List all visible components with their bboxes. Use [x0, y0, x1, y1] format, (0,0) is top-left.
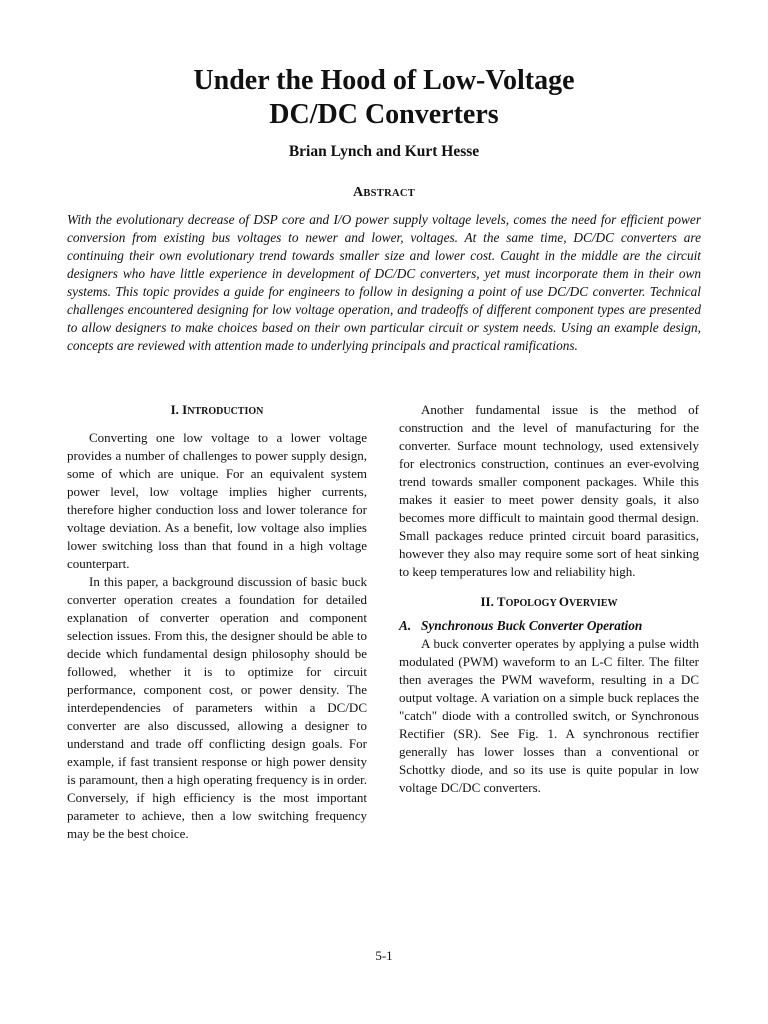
- paragraph: Converting one low voltage to a lower voltage provides a number of challenges to power supply design, some of which are unique. For an equivalent system power level, low voltage implies higher currents, therefore higher conduction loss and lower tolerance for voltage deviation. As a benefit, low voltage also implies lower switching loss than that found in a high voltage counterpart.: [67, 430, 367, 571]
- title-line-2: DC/DC Converters: [269, 99, 499, 130]
- section-heading-topology-overview: II. TOPOLOGY OVERVIEW: [480, 594, 618, 609]
- left-column: [67, 401, 367, 843]
- paper-title: [0, 64, 768, 132]
- subsection-heading: A. Synchronous Buck Converter Operation: [399, 618, 643, 633]
- page-number: 5-1: [375, 948, 393, 963]
- paragraph: In this paper, a background discussion of basic buck converter operation creates a foundation for detailed explanation of converter operation and component selection issues. From this, the designer should be able to decide which fundamental design philosophy should be followed, whether it is to optimize for circuit performance, component cost, or power density. The interdependencies of parameters within a DC/DC converter are also discussed, allowing a designer to understand and trade off conflicting design goals. For example, if fast transient response or high power density is paramount, then a high operating frequency is in order. Conversely, if high efficiency is the most important parameter to achieve, then a low switching frequency may be the best choice.: [67, 574, 367, 841]
- paragraph: Another fundamental issue is the method of construction and the level of manufacturing for the converter. Surface mount technology, used extensively for electronics construction, continues an ever-evolving trend towards smaller component packages. While this makes it easier to meet power density goals, it also becomes more difficult to maintain good thermal design. Small packages reduce printed circuit board parasitics, however they also may require some sort of heat sinking to keep temperatures low and reliability high.: [399, 402, 699, 579]
- paragraph: A buck converter operates by applying a pulse width modulated (PWM) waveform to an L-C filter. The filter then averages the PWM waveform, resulting in a DC output voltage. A variation on a simple buck replaces the "catch" diode with a controlled switch, or Synchronous Rectifier (SR). See Fig. 1. A synchronous rectifier generally has lower losses than a conventional or Schottky diode, and so its use is quite popular in low voltage DC/DC converters.: [399, 636, 699, 795]
- abstract-heading: ABSTRACT: [352, 185, 416, 200]
- title-line-1: Under the Hood of Low-Voltage: [193, 65, 575, 96]
- right-column: [399, 401, 699, 797]
- section-heading-introduction: I. INTRODUCTION: [170, 402, 264, 417]
- abstract-text: With the evolutionary decrease of DSP core and I/O power supply voltage levels, comes the need for efficient power conversion from existing bus voltages to newer and lower, voltages. At the same time, DC/DC converters are continuing their own evolutionary trend towards smaller size and lower cost. Caught in the middle are the circuit designers who have little experience in development of DC/DC converters, yet must incorporate them in their own systems. This topic provides a guide for engineers to follow in designing a point of use DC/DC converter. Technical challenges encountered designing for low voltage operation, and tradeoffs of different component types are presented to allow designers to make choices based on their own particular circuit or system needs. Using an example design, concepts are reviewed with attention made to underlying principals and practical ramifications.: [67, 212, 701, 353]
- authors: Brian Lynch and Kurt Hesse: [288, 143, 480, 160]
